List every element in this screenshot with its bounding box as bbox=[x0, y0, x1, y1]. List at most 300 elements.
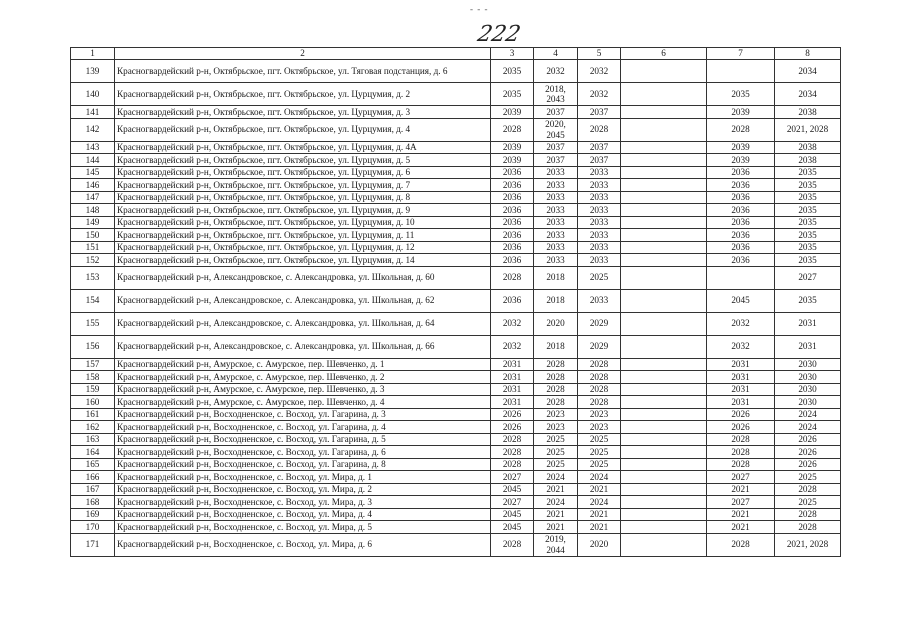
col8-cell: 2030 bbox=[775, 371, 841, 384]
page-mark: - - - bbox=[470, 4, 489, 14]
col4-cell: 2028 bbox=[534, 396, 578, 409]
col8-cell: 2026 bbox=[775, 433, 841, 446]
table-row bbox=[71, 191, 841, 204]
col3-cell: 2045 bbox=[491, 521, 534, 534]
address-cell: Красногвардейский р-н, Октябрьское, пгт. Октябрьское, ул. Цурцумия, д. 8 bbox=[115, 191, 491, 204]
address-cell: Красногвардейский р-н, Восходненское, с. Восход, ул. Мира, д. 3 bbox=[115, 496, 491, 509]
row-number: 165 bbox=[71, 458, 115, 471]
table-row bbox=[71, 241, 841, 254]
address-cell: Красногвардейский р-н, Восходненское, с. Восход, ул. Гагарина, д. 4 bbox=[115, 421, 491, 434]
column-header: 6 bbox=[621, 48, 707, 60]
col7-cell bbox=[707, 60, 775, 83]
registry-body bbox=[71, 60, 841, 557]
address-cell: Красногвардейский р-н, Амурское, с. Амурское, пер. Шевченко, д. 1 bbox=[115, 358, 491, 371]
table-row bbox=[71, 421, 841, 434]
address-cell: Красногвардейский р-н, Восходненское, с. Восход, ул. Мира, д. 5 bbox=[115, 521, 491, 534]
address-cell: Красногвардейский р-н, Восходненское, с. Восход, ул. Гагарина, д. 8 bbox=[115, 458, 491, 471]
col4-cell: 2033 bbox=[534, 229, 578, 242]
col6-cell bbox=[621, 408, 707, 421]
col5-cell: 2021 bbox=[578, 508, 621, 521]
row-number: 144 bbox=[71, 154, 115, 167]
col4-cell: 2020 bbox=[534, 312, 578, 335]
col8-cell: 2035 bbox=[775, 204, 841, 217]
row-number: 151 bbox=[71, 241, 115, 254]
col8-cell: 2035 bbox=[775, 216, 841, 229]
column-header: 5 bbox=[578, 48, 621, 60]
col8-cell: 2035 bbox=[775, 166, 841, 179]
col8-cell: 2026 bbox=[775, 458, 841, 471]
col7-cell: 2028 bbox=[707, 446, 775, 459]
col8-cell: 2024 bbox=[775, 408, 841, 421]
col4-cell: 2028 bbox=[534, 358, 578, 371]
col5-cell: 2028 bbox=[578, 396, 621, 409]
column-header: 8 bbox=[775, 48, 841, 60]
col7-cell bbox=[707, 266, 775, 289]
handwritten-page-number: 222 bbox=[475, 22, 523, 47]
col8-cell: 2034 bbox=[775, 60, 841, 83]
row-number: 141 bbox=[71, 106, 115, 119]
col5-cell: 2023 bbox=[578, 408, 621, 421]
col4-cell: 2024 bbox=[534, 471, 578, 484]
col5-cell: 2020 bbox=[578, 533, 621, 556]
col5-cell: 2028 bbox=[578, 118, 621, 141]
col8-cell: 2038 bbox=[775, 154, 841, 167]
col5-cell: 2029 bbox=[578, 312, 621, 335]
table-row bbox=[71, 166, 841, 179]
col7-cell: 2036 bbox=[707, 191, 775, 204]
col4-cell: 2025 bbox=[534, 433, 578, 446]
col5-cell: 2024 bbox=[578, 496, 621, 509]
col4-cell: 2028 bbox=[534, 371, 578, 384]
col8-cell: 2034 bbox=[775, 83, 841, 106]
col4-cell: 2018 bbox=[534, 335, 578, 358]
col3-cell: 2028 bbox=[491, 118, 534, 141]
table-row bbox=[71, 216, 841, 229]
col8-cell: 2035 bbox=[775, 241, 841, 254]
table-row bbox=[71, 471, 841, 484]
col5-cell: 2025 bbox=[578, 266, 621, 289]
col8-cell: 2028 bbox=[775, 483, 841, 496]
column-header: 2 bbox=[115, 48, 491, 60]
col3-cell: 2039 bbox=[491, 141, 534, 154]
col5-cell: 2028 bbox=[578, 371, 621, 384]
col3-cell: 2036 bbox=[491, 229, 534, 242]
col8-cell: 2021, 2028 bbox=[775, 118, 841, 141]
header-row bbox=[71, 48, 841, 60]
col6-cell bbox=[621, 229, 707, 242]
address-cell: Красногвардейский р-н, Александровское, с. Александровка, ул. Школьная, д. 62 bbox=[115, 289, 491, 312]
address-cell: Красногвардейский р-н, Октябрьское, пгт. Октябрьское, ул. Цурцумия, д. 12 bbox=[115, 241, 491, 254]
table-row bbox=[71, 458, 841, 471]
col4-cell: 2018, 2043 bbox=[534, 83, 578, 106]
col8-cell: 2025 bbox=[775, 496, 841, 509]
col3-cell: 2032 bbox=[491, 312, 534, 335]
row-number: 159 bbox=[71, 383, 115, 396]
col3-cell: 2036 bbox=[491, 204, 534, 217]
col8-cell: 2030 bbox=[775, 358, 841, 371]
col6-cell bbox=[621, 141, 707, 154]
row-number: 164 bbox=[71, 446, 115, 459]
col6-cell bbox=[621, 458, 707, 471]
table-row bbox=[71, 335, 841, 358]
row-number: 157 bbox=[71, 358, 115, 371]
col4-cell: 2033 bbox=[534, 204, 578, 217]
col6-cell bbox=[621, 204, 707, 217]
col6-cell bbox=[621, 533, 707, 556]
col7-cell: 2036 bbox=[707, 179, 775, 192]
table-row bbox=[71, 266, 841, 289]
col5-cell: 2033 bbox=[578, 254, 621, 267]
col7-cell: 2028 bbox=[707, 533, 775, 556]
column-header: 4 bbox=[534, 48, 578, 60]
address-cell: Красногвардейский р-н, Октябрьское, пгт. Октябрьское, ул. Цурцумия, д. 4 bbox=[115, 118, 491, 141]
row-number: 153 bbox=[71, 266, 115, 289]
col8-cell: 2028 bbox=[775, 521, 841, 534]
col6-cell bbox=[621, 371, 707, 384]
table-row bbox=[71, 371, 841, 384]
col7-cell: 2026 bbox=[707, 408, 775, 421]
table-row bbox=[71, 312, 841, 335]
col5-cell: 2028 bbox=[578, 383, 621, 396]
col3-cell: 2045 bbox=[491, 483, 534, 496]
address-cell: Красногвардейский р-н, Восходненское, с. Восход, ул. Мира, д. 2 bbox=[115, 483, 491, 496]
col4-cell: 2033 bbox=[534, 179, 578, 192]
address-cell: Красногвардейский р-н, Восходненское, с. Восход, ул. Мира, д. 6 bbox=[115, 533, 491, 556]
address-cell: Красногвардейский р-н, Октябрьское, пгт. Октябрьское, ул. Цурцумия, д. 10 bbox=[115, 216, 491, 229]
col4-cell: 2020, 2045 bbox=[534, 118, 578, 141]
col6-cell bbox=[621, 421, 707, 434]
col6-cell bbox=[621, 483, 707, 496]
address-cell: Красногвардейский р-н, Амурское, с. Амурское, пер. Шевченко, д. 2 bbox=[115, 371, 491, 384]
col6-cell bbox=[621, 496, 707, 509]
col3-cell: 2031 bbox=[491, 358, 534, 371]
address-cell: Красногвардейский р-н, Октябрьское, пгт. Октябрьское, ул. Цурцумия, д. 3 bbox=[115, 106, 491, 119]
row-number: 162 bbox=[71, 421, 115, 434]
col8-cell: 2031 bbox=[775, 312, 841, 335]
col6-cell bbox=[621, 383, 707, 396]
address-cell: Красногвардейский р-н, Амурское, с. Амурское, пер. Шевченко, д. 4 bbox=[115, 396, 491, 409]
col6-cell bbox=[621, 106, 707, 119]
row-number: 154 bbox=[71, 289, 115, 312]
row-number: 152 bbox=[71, 254, 115, 267]
col4-cell: 2018 bbox=[534, 289, 578, 312]
col4-cell: 2033 bbox=[534, 166, 578, 179]
col5-cell: 2033 bbox=[578, 289, 621, 312]
col6-cell bbox=[621, 83, 707, 106]
col3-cell: 2028 bbox=[491, 266, 534, 289]
row-number: 170 bbox=[71, 521, 115, 534]
col6-cell bbox=[621, 521, 707, 534]
col3-cell: 2028 bbox=[491, 458, 534, 471]
col7-cell: 2039 bbox=[707, 141, 775, 154]
col4-cell: 2024 bbox=[534, 496, 578, 509]
col3-cell: 2036 bbox=[491, 191, 534, 204]
table-row bbox=[71, 533, 841, 556]
table-row bbox=[71, 408, 841, 421]
table-row bbox=[71, 446, 841, 459]
col3-cell: 2035 bbox=[491, 83, 534, 106]
col5-cell: 2033 bbox=[578, 179, 621, 192]
address-cell: Красногвардейский р-н, Восходненское, с. Восход, ул. Мира, д. 1 bbox=[115, 471, 491, 484]
row-number: 146 bbox=[71, 179, 115, 192]
table-row bbox=[71, 254, 841, 267]
col5-cell: 2033 bbox=[578, 216, 621, 229]
col4-cell: 2037 bbox=[534, 154, 578, 167]
address-cell: Красногвардейский р-н, Октябрьское, пгт. Октябрьское, ул. Цурцумия, д. 11 bbox=[115, 229, 491, 242]
row-number: 145 bbox=[71, 166, 115, 179]
col6-cell bbox=[621, 216, 707, 229]
col4-cell: 2019, 2044 bbox=[534, 533, 578, 556]
col3-cell: 2039 bbox=[491, 154, 534, 167]
col8-cell: 2035 bbox=[775, 179, 841, 192]
col4-cell: 2023 bbox=[534, 421, 578, 434]
col7-cell: 2031 bbox=[707, 383, 775, 396]
table-row bbox=[71, 141, 841, 154]
table-row bbox=[71, 154, 841, 167]
row-number: 158 bbox=[71, 371, 115, 384]
address-cell: Красногвардейский р-н, Октябрьское, пгт. Октябрьское, ул. Цурцумия, д. 2 bbox=[115, 83, 491, 106]
col4-cell: 2033 bbox=[534, 191, 578, 204]
col7-cell: 2028 bbox=[707, 433, 775, 446]
col5-cell: 2032 bbox=[578, 60, 621, 83]
address-cell: Красногвардейский р-н, Октябрьское, пгт. Октябрьское, ул. Цурцумия, д. 6 bbox=[115, 166, 491, 179]
col3-cell: 2028 bbox=[491, 533, 534, 556]
col4-cell: 2021 bbox=[534, 508, 578, 521]
address-cell: Красногвардейский р-н, Александровское, с. Александровка, ул. Школьная, д. 60 bbox=[115, 266, 491, 289]
table-row bbox=[71, 383, 841, 396]
row-number: 143 bbox=[71, 141, 115, 154]
table-row bbox=[71, 118, 841, 141]
col6-cell bbox=[621, 471, 707, 484]
col4-cell: 2028 bbox=[534, 383, 578, 396]
col3-cell: 2026 bbox=[491, 408, 534, 421]
col5-cell: 2028 bbox=[578, 358, 621, 371]
row-number: 161 bbox=[71, 408, 115, 421]
col5-cell: 2033 bbox=[578, 204, 621, 217]
col5-cell: 2033 bbox=[578, 229, 621, 242]
row-number: 150 bbox=[71, 229, 115, 242]
col8-cell: 2030 bbox=[775, 383, 841, 396]
col8-cell: 2035 bbox=[775, 254, 841, 267]
address-cell: Красногвардейский р-н, Александровское, с. Александровка, ул. Школьная, д. 64 bbox=[115, 312, 491, 335]
col3-cell: 2039 bbox=[491, 106, 534, 119]
col8-cell: 2035 bbox=[775, 289, 841, 312]
col7-cell: 2032 bbox=[707, 312, 775, 335]
col5-cell: 2024 bbox=[578, 471, 621, 484]
col5-cell: 2032 bbox=[578, 83, 621, 106]
col7-cell: 2039 bbox=[707, 106, 775, 119]
col4-cell: 2023 bbox=[534, 408, 578, 421]
col7-cell: 2021 bbox=[707, 521, 775, 534]
col3-cell: 2035 bbox=[491, 60, 534, 83]
table-row bbox=[71, 508, 841, 521]
col8-cell: 2030 bbox=[775, 396, 841, 409]
address-cell: Красногвардейский р-н, Восходненское, с. Восход, ул. Гагарина, д. 6 bbox=[115, 446, 491, 459]
col7-cell: 2028 bbox=[707, 458, 775, 471]
table-row bbox=[71, 396, 841, 409]
col3-cell: 2031 bbox=[491, 371, 534, 384]
row-number: 140 bbox=[71, 83, 115, 106]
address-cell: Красногвардейский р-н, Амурское, с. Амурское, пер. Шевченко, д. 3 bbox=[115, 383, 491, 396]
col5-cell: 2037 bbox=[578, 141, 621, 154]
col3-cell: 2036 bbox=[491, 216, 534, 229]
col3-cell: 2036 bbox=[491, 241, 534, 254]
col5-cell: 2023 bbox=[578, 421, 621, 434]
address-cell: Красногвардейский р-н, Восходненское, с. Восход, ул. Мира, д. 4 bbox=[115, 508, 491, 521]
col3-cell: 2028 bbox=[491, 433, 534, 446]
col8-cell: 2024 bbox=[775, 421, 841, 434]
col6-cell bbox=[621, 241, 707, 254]
col8-cell: 2027 bbox=[775, 266, 841, 289]
col6-cell bbox=[621, 179, 707, 192]
col3-cell: 2036 bbox=[491, 289, 534, 312]
row-number: 163 bbox=[71, 433, 115, 446]
col8-cell: 2026 bbox=[775, 446, 841, 459]
col5-cell: 2037 bbox=[578, 106, 621, 119]
table-row bbox=[71, 358, 841, 371]
table-row bbox=[71, 60, 841, 83]
col3-cell: 2031 bbox=[491, 383, 534, 396]
row-number: 168 bbox=[71, 496, 115, 509]
row-number: 171 bbox=[71, 533, 115, 556]
table-row bbox=[71, 179, 841, 192]
col6-cell bbox=[621, 289, 707, 312]
col6-cell bbox=[621, 433, 707, 446]
row-number: 160 bbox=[71, 396, 115, 409]
col8-cell: 2038 bbox=[775, 141, 841, 154]
col3-cell: 2036 bbox=[491, 254, 534, 267]
column-header: 1 bbox=[71, 48, 115, 60]
col7-cell: 2031 bbox=[707, 396, 775, 409]
col3-cell: 2026 bbox=[491, 421, 534, 434]
col7-cell: 2026 bbox=[707, 421, 775, 434]
col3-cell: 2027 bbox=[491, 471, 534, 484]
col7-cell: 2035 bbox=[707, 83, 775, 106]
table-row bbox=[71, 83, 841, 106]
col3-cell: 2032 bbox=[491, 335, 534, 358]
col5-cell: 2025 bbox=[578, 433, 621, 446]
col5-cell: 2033 bbox=[578, 166, 621, 179]
col4-cell: 2025 bbox=[534, 446, 578, 459]
address-cell: Красногвардейский р-н, Октябрьское, пгт. Октябрьское, ул. Тяговая подстанция, д. 6 bbox=[115, 60, 491, 83]
col4-cell: 2021 bbox=[534, 483, 578, 496]
address-cell: Красногвардейский р-н, Октябрьское, пгт. Октябрьское, ул. Цурцумия, д. 14 bbox=[115, 254, 491, 267]
col7-cell: 2036 bbox=[707, 254, 775, 267]
col7-cell: 2031 bbox=[707, 371, 775, 384]
row-number: 147 bbox=[71, 191, 115, 204]
col7-cell: 2028 bbox=[707, 118, 775, 141]
col7-cell: 2021 bbox=[707, 483, 775, 496]
col7-cell: 2036 bbox=[707, 204, 775, 217]
col5-cell: 2033 bbox=[578, 241, 621, 254]
row-number: 169 bbox=[71, 508, 115, 521]
column-header: 3 bbox=[491, 48, 534, 60]
address-cell: Красногвардейский р-н, Восходненское, с. Восход, ул. Гагарина, д. 5 bbox=[115, 433, 491, 446]
col8-cell: 2031 bbox=[775, 335, 841, 358]
col8-cell: 2021, 2028 bbox=[775, 533, 841, 556]
col7-cell: 2036 bbox=[707, 166, 775, 179]
col4-cell: 2033 bbox=[534, 216, 578, 229]
col7-cell: 2031 bbox=[707, 358, 775, 371]
row-number: 156 bbox=[71, 335, 115, 358]
col8-cell: 2035 bbox=[775, 191, 841, 204]
col4-cell: 2018 bbox=[534, 266, 578, 289]
col6-cell bbox=[621, 166, 707, 179]
address-cell: Красногвардейский р-н, Александровское, с. Александровка, ул. Школьная, д. 66 bbox=[115, 335, 491, 358]
table-row bbox=[71, 496, 841, 509]
col7-cell: 2032 bbox=[707, 335, 775, 358]
table-row bbox=[71, 106, 841, 119]
col5-cell: 2021 bbox=[578, 521, 621, 534]
col4-cell: 2033 bbox=[534, 254, 578, 267]
col6-cell bbox=[621, 154, 707, 167]
col4-cell: 2037 bbox=[534, 141, 578, 154]
col6-cell bbox=[621, 358, 707, 371]
table-row bbox=[71, 289, 841, 312]
col5-cell: 2021 bbox=[578, 483, 621, 496]
col3-cell: 2045 bbox=[491, 508, 534, 521]
col4-cell: 2033 bbox=[534, 241, 578, 254]
address-cell: Красногвардейский р-н, Октябрьское, пгт. Октябрьское, ул. Цурцумия, д. 5 bbox=[115, 154, 491, 167]
row-number: 139 bbox=[71, 60, 115, 83]
table-row bbox=[71, 483, 841, 496]
registry-table bbox=[70, 47, 841, 557]
row-number: 167 bbox=[71, 483, 115, 496]
col6-cell bbox=[621, 191, 707, 204]
col3-cell: 2027 bbox=[491, 496, 534, 509]
col5-cell: 2037 bbox=[578, 154, 621, 167]
col4-cell: 2021 bbox=[534, 521, 578, 534]
col6-cell bbox=[621, 335, 707, 358]
col4-cell: 2032 bbox=[534, 60, 578, 83]
col8-cell: 2038 bbox=[775, 106, 841, 119]
table-row bbox=[71, 521, 841, 534]
col7-cell: 2021 bbox=[707, 508, 775, 521]
col7-cell: 2027 bbox=[707, 471, 775, 484]
col8-cell: 2028 bbox=[775, 508, 841, 521]
col7-cell: 2045 bbox=[707, 289, 775, 312]
col6-cell bbox=[621, 118, 707, 141]
col4-cell: 2037 bbox=[534, 106, 578, 119]
col6-cell bbox=[621, 254, 707, 267]
address-cell: Красногвардейский р-н, Восходненское, с. Восход, ул. Гагарина, д. 3 bbox=[115, 408, 491, 421]
table-row bbox=[71, 433, 841, 446]
col5-cell: 2025 bbox=[578, 458, 621, 471]
col3-cell: 2031 bbox=[491, 396, 534, 409]
col8-cell: 2035 bbox=[775, 229, 841, 242]
col7-cell: 2027 bbox=[707, 496, 775, 509]
col3-cell: 2036 bbox=[491, 179, 534, 192]
col5-cell: 2029 bbox=[578, 335, 621, 358]
col6-cell bbox=[621, 266, 707, 289]
col6-cell bbox=[621, 446, 707, 459]
col7-cell: 2036 bbox=[707, 229, 775, 242]
table-row bbox=[71, 229, 841, 242]
row-number: 149 bbox=[71, 216, 115, 229]
col6-cell bbox=[621, 508, 707, 521]
address-cell: Красногвардейский р-н, Октябрьское, пгт. Октябрьское, ул. Цурцумия, д. 7 bbox=[115, 179, 491, 192]
col6-cell bbox=[621, 312, 707, 335]
row-number: 148 bbox=[71, 204, 115, 217]
row-number: 142 bbox=[71, 118, 115, 141]
address-cell: Красногвардейский р-н, Октябрьское, пгт. Октябрьское, ул. Цурцумия, д. 4А bbox=[115, 141, 491, 154]
row-number: 166 bbox=[71, 471, 115, 484]
col8-cell: 2025 bbox=[775, 471, 841, 484]
col6-cell bbox=[621, 60, 707, 83]
col7-cell: 2036 bbox=[707, 216, 775, 229]
col7-cell: 2036 bbox=[707, 241, 775, 254]
col5-cell: 2033 bbox=[578, 191, 621, 204]
